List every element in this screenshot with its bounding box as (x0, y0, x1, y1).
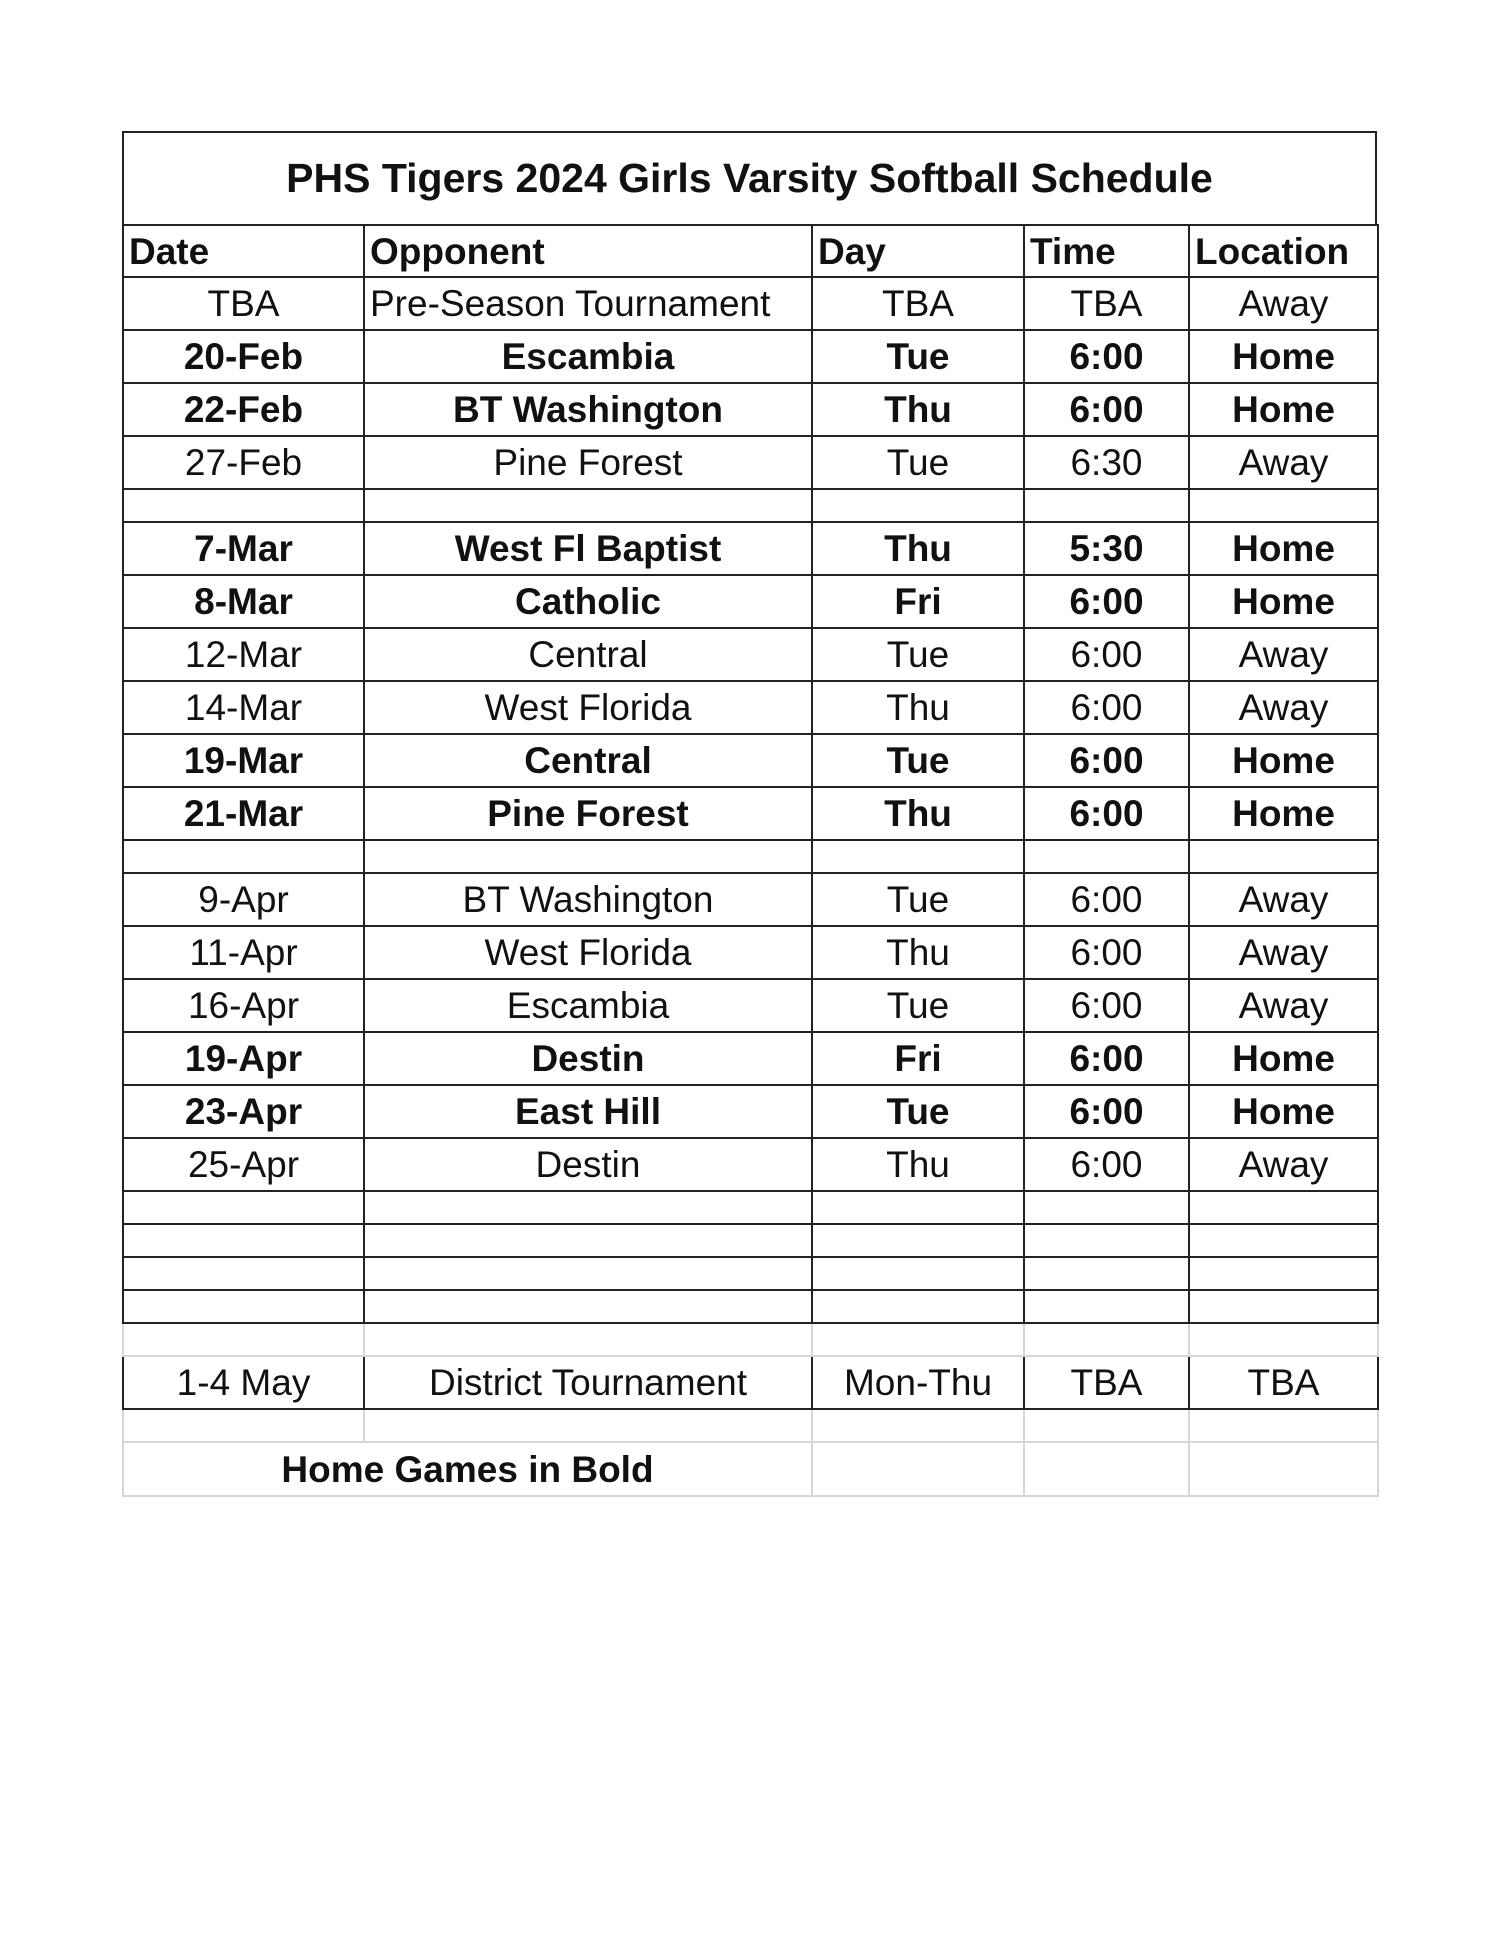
header-day: Day (812, 225, 1024, 277)
game-location: Away (1189, 979, 1378, 1032)
game-opponent: Escambia (364, 330, 812, 383)
game-time: 6:00 (1024, 383, 1189, 436)
spacer-row (123, 1323, 1378, 1356)
header-opponent: Opponent (364, 225, 812, 277)
game-row (123, 628, 1378, 681)
game-date: 14-Mar (123, 681, 364, 734)
game-time: 6:00 (1024, 734, 1189, 787)
game-time: 6:00 (1024, 681, 1189, 734)
game-time: 6:00 (1024, 628, 1189, 681)
game-time: 6:00 (1024, 575, 1189, 628)
spacer-row (123, 1191, 1378, 1224)
game-date: 19-Mar (123, 734, 364, 787)
game-time: 6:00 (1024, 1085, 1189, 1138)
game-time: 6:00 (1024, 873, 1189, 926)
game-day: Tue (812, 734, 1024, 787)
game-row (123, 383, 1378, 436)
game-location: Home (1189, 734, 1378, 787)
game-row (123, 681, 1378, 734)
game-row (123, 330, 1378, 383)
game-opponent: West Florida (364, 681, 812, 734)
game-time: TBA (1024, 277, 1189, 330)
schedule-table (122, 224, 1379, 1497)
game-day: Fri (812, 575, 1024, 628)
game-date: 27-Feb (123, 436, 364, 489)
district-row (123, 1356, 1378, 1409)
game-day: Thu (812, 787, 1024, 840)
header-row (123, 225, 1378, 277)
game-day: Tue (812, 873, 1024, 926)
game-date: 11-Apr (123, 926, 364, 979)
game-row (123, 436, 1378, 489)
game-location: Away (1189, 628, 1378, 681)
game-day: Thu (812, 1138, 1024, 1191)
game-day: Thu (812, 681, 1024, 734)
game-day: Tue (812, 1085, 1024, 1138)
game-date: 12-Mar (123, 628, 364, 681)
game-day: Thu (812, 383, 1024, 436)
district-day: Mon-Thu (812, 1356, 1024, 1409)
game-row (123, 1032, 1378, 1085)
game-location: Home (1189, 522, 1378, 575)
game-time: 6:00 (1024, 330, 1189, 383)
game-date: 19-Apr (123, 1032, 364, 1085)
game-row (123, 873, 1378, 926)
game-row (123, 1085, 1378, 1138)
schedule-sheet (122, 131, 1377, 1497)
game-opponent: Pine Forest (364, 787, 812, 840)
game-time: 6:00 (1024, 1138, 1189, 1191)
schedule-title: PHS Tigers 2024 Girls Varsity Softball Schedule (122, 131, 1377, 224)
game-opponent: BT Washington (364, 383, 812, 436)
game-location: Away (1189, 277, 1378, 330)
game-opponent: West Fl Baptist (364, 522, 812, 575)
game-date: 22-Feb (123, 383, 364, 436)
game-date: 20-Feb (123, 330, 364, 383)
spacer-row (123, 1409, 1378, 1442)
game-opponent: East Hill (364, 1085, 812, 1138)
spacer-row (123, 1224, 1378, 1257)
spacer-row (123, 1290, 1378, 1323)
game-time: 6:00 (1024, 787, 1189, 840)
game-day: Tue (812, 628, 1024, 681)
district-date: 1-4 May (123, 1356, 364, 1409)
header-time: Time (1024, 225, 1189, 277)
game-location: Home (1189, 575, 1378, 628)
game-opponent: West Florida (364, 926, 812, 979)
game-location: Home (1189, 330, 1378, 383)
game-location: Away (1189, 681, 1378, 734)
game-location: Away (1189, 436, 1378, 489)
game-location: Away (1189, 1138, 1378, 1191)
game-date: 21-Mar (123, 787, 364, 840)
game-row (123, 1138, 1378, 1191)
game-day: Thu (812, 926, 1024, 979)
header-date: Date (123, 225, 364, 277)
district-time: TBA (1024, 1356, 1189, 1409)
game-time: 6:00 (1024, 979, 1189, 1032)
game-opponent: Central (364, 734, 812, 787)
game-row (123, 734, 1378, 787)
game-row (123, 277, 1378, 330)
game-date: 7-Mar (123, 522, 364, 575)
game-date: 16-Apr (123, 979, 364, 1032)
spacer-row (123, 489, 1378, 522)
game-row (123, 575, 1378, 628)
spacer-row (123, 1257, 1378, 1290)
game-time: 6:30 (1024, 436, 1189, 489)
game-day: Tue (812, 979, 1024, 1032)
game-location: Away (1189, 926, 1378, 979)
header-location: Location (1189, 225, 1378, 277)
game-time: 6:00 (1024, 926, 1189, 979)
game-date: 25-Apr (123, 1138, 364, 1191)
game-day: Fri (812, 1032, 1024, 1085)
district-location: TBA (1189, 1356, 1378, 1409)
game-day: Tue (812, 330, 1024, 383)
district-opponent: District Tournament (364, 1356, 812, 1409)
game-location: Home (1189, 1085, 1378, 1138)
spacer-row (123, 840, 1378, 873)
game-row (123, 787, 1378, 840)
game-opponent: Destin (364, 1138, 812, 1191)
game-row (123, 522, 1378, 575)
note-row (123, 1442, 1378, 1496)
game-date: 9-Apr (123, 873, 364, 926)
game-location: Home (1189, 383, 1378, 436)
game-date: 8-Mar (123, 575, 364, 628)
game-opponent: Central (364, 628, 812, 681)
home-games-note: Home Games in Bold (123, 1442, 812, 1496)
game-row (123, 979, 1378, 1032)
game-day: Tue (812, 436, 1024, 489)
game-opponent: Destin (364, 1032, 812, 1085)
game-opponent: Pine Forest (364, 436, 812, 489)
game-day: TBA (812, 277, 1024, 330)
game-time: 5:30 (1024, 522, 1189, 575)
game-date: TBA (123, 277, 364, 330)
game-time: 6:00 (1024, 1032, 1189, 1085)
game-opponent: BT Washington (364, 873, 812, 926)
game-opponent: Escambia (364, 979, 812, 1032)
game-opponent: Catholic (364, 575, 812, 628)
game-date: 23-Apr (123, 1085, 364, 1138)
game-day: Thu (812, 522, 1024, 575)
game-opponent: Pre-Season Tournament (364, 277, 812, 330)
game-row (123, 926, 1378, 979)
game-location: Home (1189, 1032, 1378, 1085)
game-location: Home (1189, 787, 1378, 840)
game-location: Away (1189, 873, 1378, 926)
